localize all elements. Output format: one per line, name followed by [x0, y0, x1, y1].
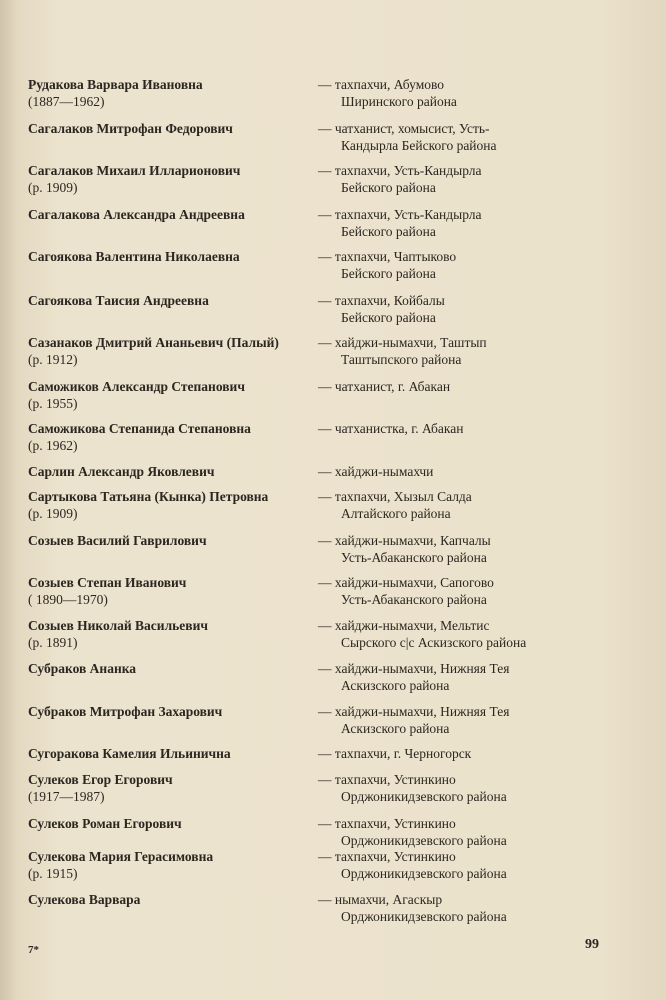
person-full-name: Рудакова Варвара Ивановна	[28, 77, 203, 92]
location-line: Бейского района	[341, 224, 436, 239]
role-line: — тахпахчи, Устинкино	[318, 849, 456, 864]
person-name	[28, 162, 313, 196]
role-location	[318, 703, 648, 737]
person-full-name: Сугоракова Камелия Ильинична	[28, 746, 231, 761]
person-name	[28, 745, 313, 762]
role-line: — нымахчи, Агаскыр	[318, 892, 443, 907]
role-location	[318, 488, 648, 522]
person-name	[28, 660, 313, 677]
person-full-name: Сагоякова Валентина Николаевна	[28, 249, 240, 264]
person-name	[28, 771, 313, 805]
life-dates: (1917—1987)	[28, 789, 105, 804]
role-location	[318, 378, 648, 395]
role-location	[318, 162, 648, 196]
life-dates: (р. 1915)	[28, 866, 78, 881]
role-location	[318, 292, 648, 326]
role-location	[318, 574, 648, 608]
person-name	[28, 120, 313, 137]
person-name	[28, 463, 313, 480]
person-name	[28, 891, 313, 908]
person-full-name: Сагалакова Александра Андреевна	[28, 207, 245, 222]
person-name	[28, 617, 313, 651]
role-location	[318, 120, 648, 154]
person-name	[28, 815, 313, 832]
location-line: Алтайского района	[341, 506, 451, 521]
person-name	[28, 248, 313, 265]
role-location	[318, 334, 648, 368]
location-line: Бейского района	[341, 310, 436, 325]
person-full-name: Сагоякова Таисия Андреевна	[28, 293, 209, 308]
person-full-name: Созыев Степан Иванович	[28, 575, 187, 590]
role-line: — тахпахчи, г. Черногорск	[318, 746, 472, 761]
role-location	[318, 815, 648, 849]
location-line: Орджоникидзевского района	[341, 909, 507, 924]
role-line: — тахпахчи, Чаптыково	[318, 249, 457, 264]
life-dates: (р. 1909)	[28, 180, 78, 195]
role-line: — хайджи-нымахчи, Капчалы	[318, 533, 491, 548]
role-location	[318, 848, 648, 882]
person-name	[28, 206, 313, 223]
printer-signature: 7*	[28, 944, 39, 956]
person-name	[28, 574, 313, 608]
person-full-name: Сагалаков Михаил Илларионович	[28, 163, 241, 178]
role-line: — тахпахчи, Устинкино	[318, 816, 456, 831]
person-full-name: Сулекова Мария Герасимовна	[28, 849, 214, 864]
role-line: — тахпахчи, Устинкино	[318, 772, 456, 787]
person-full-name: Сулеков Роман Егорович	[28, 816, 182, 831]
life-dates: (р. 1912)	[28, 352, 78, 367]
role-location	[318, 206, 648, 240]
location-line: Бейского района	[341, 180, 436, 195]
person-full-name: Сулеков Егор Егорович	[28, 772, 173, 787]
role-line: — хайджи-нымахчи, Сапогово	[318, 575, 494, 590]
role-line: — чатханист, г. Абакан	[318, 379, 451, 394]
person-full-name: Сартыкова Татьяна (Кынка) Петровна	[28, 489, 269, 504]
page-number: 99	[585, 937, 599, 952]
location-line: Аскизского района	[341, 721, 450, 736]
person-full-name: Субраков Ананка	[28, 661, 137, 676]
location-line: Сырского с|с Аскизского района	[341, 635, 527, 650]
role-location	[318, 76, 648, 110]
life-dates: (р. 1962)	[28, 438, 78, 453]
location-line: Орджоникидзевского района	[341, 833, 507, 848]
role-line: — хайджи-нымахчи, Мельтис	[318, 618, 490, 633]
person-name	[28, 76, 313, 110]
person-full-name: Сарлин Александр Яковлевич	[28, 464, 215, 479]
location-line: Усть-Абаканского района	[341, 550, 487, 565]
role-location	[318, 463, 648, 480]
location-line: Орджоникидзевского района	[341, 866, 507, 881]
role-location	[318, 745, 648, 762]
person-full-name: Созыев Николай Васильевич	[28, 618, 208, 633]
person-full-name: Саможикова Степанида Степановна	[28, 421, 251, 436]
life-dates: ( 1890—1970)	[28, 592, 108, 607]
role-line: — хайджи-нымахчи, Нижняя Тея	[318, 704, 510, 719]
person-full-name: Сагалаков Митрофан Федорович	[28, 121, 233, 136]
role-line: — тахпахчи, Усть-Кандырла	[318, 207, 482, 222]
person-full-name: Сулекова Варвара	[28, 892, 141, 907]
role-line: — хайджи-нымахчи, Нижняя Тея	[318, 661, 510, 676]
role-line: — тахпахчи, Усть-Кандырла	[318, 163, 482, 178]
person-name	[28, 292, 313, 309]
person-name	[28, 334, 313, 368]
location-line: Аскизского района	[341, 678, 450, 693]
role-line: — тахпахчи, Хызыл Салда	[318, 489, 472, 504]
person-name	[28, 420, 313, 454]
location-line: Кандырла Бейского района	[341, 138, 497, 153]
life-dates: (р. 1955)	[28, 396, 78, 411]
role-line: — чатханистка, г. Абакан	[318, 421, 464, 436]
person-name	[28, 848, 313, 882]
role-line: — хайджи-нымахчи, Таштып	[318, 335, 487, 350]
life-dates: (р. 1909)	[28, 506, 78, 521]
life-dates: (р. 1891)	[28, 635, 78, 650]
location-line: Таштыпского района	[341, 352, 462, 367]
person-name	[28, 703, 313, 720]
role-location	[318, 660, 648, 694]
location-line: Усть-Абаканского района	[341, 592, 487, 607]
role-location	[318, 532, 648, 566]
location-line: Ширинского района	[341, 94, 457, 109]
role-location	[318, 420, 648, 437]
role-location	[318, 891, 648, 925]
person-full-name: Созыев Василий Гаврилович	[28, 533, 207, 548]
life-dates: (1887—1962)	[28, 94, 105, 109]
role-line: — чатханист, хомысист, Усть-	[318, 121, 490, 136]
role-line: — хайджи-нымахчи	[318, 464, 434, 479]
role-line: — тахпахчи, Абумово	[318, 77, 445, 92]
role-line: — тахпахчи, Койбалы	[318, 293, 445, 308]
person-name	[28, 488, 313, 522]
person-full-name: Саможиков Александр Степанович	[28, 379, 245, 394]
location-line: Бейского района	[341, 266, 436, 281]
role-location	[318, 771, 648, 805]
person-name	[28, 378, 313, 412]
person-name	[28, 532, 313, 549]
role-location	[318, 248, 648, 282]
person-full-name: Сазанаков Дмитрий Ананьевич (Палый)	[28, 335, 279, 350]
role-location	[318, 617, 648, 651]
location-line: Орджоникидзевского района	[341, 789, 507, 804]
person-full-name: Субраков Митрофан Захарович	[28, 704, 223, 719]
